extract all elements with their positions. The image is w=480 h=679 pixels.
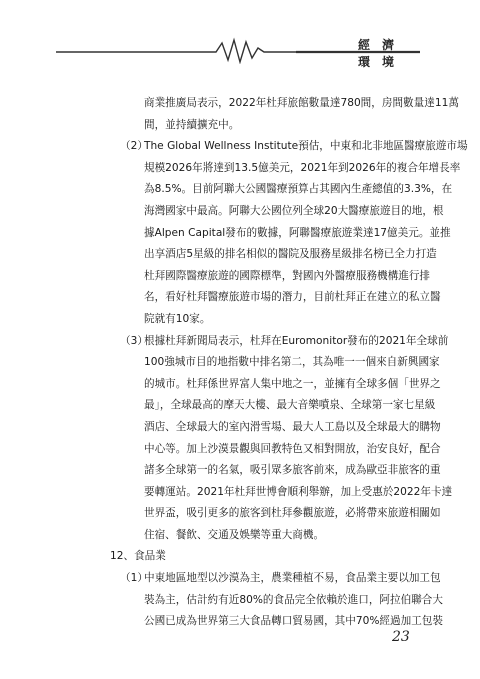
text-line: The Global Wellness Institute預估，中東和北非地區醫療旅遊市場 — [144, 140, 468, 153]
item-marker: （3） — [120, 334, 148, 347]
text-line: 杜拜國際醫療旅遊的國際標準，對國內外醫療服務機構進行排 — [144, 269, 431, 282]
section-heading: 12、食品業 — [110, 550, 166, 563]
text-line: 酒店、全球最大的室內滑雪場、最大人工島以及全球最大的購物 — [144, 420, 441, 433]
text-line: 的城市。杜拜係世界富人集中地之一，並擁有全球多個「世界之 — [144, 377, 441, 390]
text-line: 最」，全球最高的摩天大樓、最大音樂噴泉、全球第一家七星級 — [144, 399, 436, 412]
item-marker: （2） — [120, 140, 148, 153]
text-line: 中心等。加上沙漠景觀與回教特色又相對開放，治安良好，配合 — [144, 442, 441, 455]
text-line: 間，並持續擴充中。 — [144, 118, 240, 131]
text-line: 裝為主，估計約有近80%的食品完全依賴於進口，阿拉伯聯合大 — [144, 593, 443, 606]
text-line: 住宿、餐飲、交通及娛樂等重大商機。 — [144, 528, 325, 541]
text-line: 出享酒店5星級的排名相似的醫院及服務星級排名榜已全力打造 — [144, 248, 437, 261]
page-content — [92, 93, 468, 633]
text-line: 海灣國家中最高。阿聯大公國位列全球20大醫療旅遊目的地，根 — [144, 204, 444, 217]
text-line: 世界盃，吸引更多的旅客到杜拜參觀旅遊，必將帶來旅遊相關如 — [144, 507, 441, 520]
list-item-1 — [92, 568, 441, 590]
text-line: 商業推廣局表示，2022年杜拜旅館數量達780間，房間數量達11萬 — [144, 97, 459, 109]
text-line: 公國已成為世界第三大食品轉口貿易國，其中70%經過加工包裝 — [144, 615, 443, 628]
text-line: 為8.5%。目前阿聯大公國醫療預算占其國內生產總值的3.3%，在 — [144, 183, 453, 196]
text-line: 要轉運站。2021年杜拜世博會順利舉辦，加上受惠於2022年卡達 — [144, 485, 453, 498]
page-number: 23 — [392, 629, 410, 645]
text-line: 諸多全球第一的名氣，吸引眾多旅客前來，成為歐亞非旅客的重 — [144, 464, 441, 477]
text-line: 根據杜拜新聞局表示，杜拜在Euromonitor發布的2021年全球前 — [144, 334, 449, 347]
text-line: 規模2026年將達到13.5億美元，2021年到2026年的複合年增長率 — [144, 161, 461, 174]
item-marker: （1） — [120, 572, 148, 585]
text-line: 100強城市目的地指數中排名第二，其為唯一一個來自新興國家 — [144, 356, 440, 369]
list-item-2 — [92, 136, 468, 158]
page-header — [56, 34, 420, 69]
text-line: 名，看好杜拜醫療旅遊市場的潛力，目前杜拜正在建立的私立醫 — [144, 291, 441, 304]
text-line: 院就有10家。 — [144, 312, 211, 325]
text-line: 中東地區地型以沙漠為主，農業種植不易，食品業主要以加工包 — [144, 572, 441, 585]
section-title: 經濟環境 — [358, 38, 407, 69]
list-item-3 — [92, 331, 449, 353]
text-line: 據Alpen Capital發布的數據，阿聯醫療旅遊業達17億美元。並推 — [144, 226, 451, 239]
